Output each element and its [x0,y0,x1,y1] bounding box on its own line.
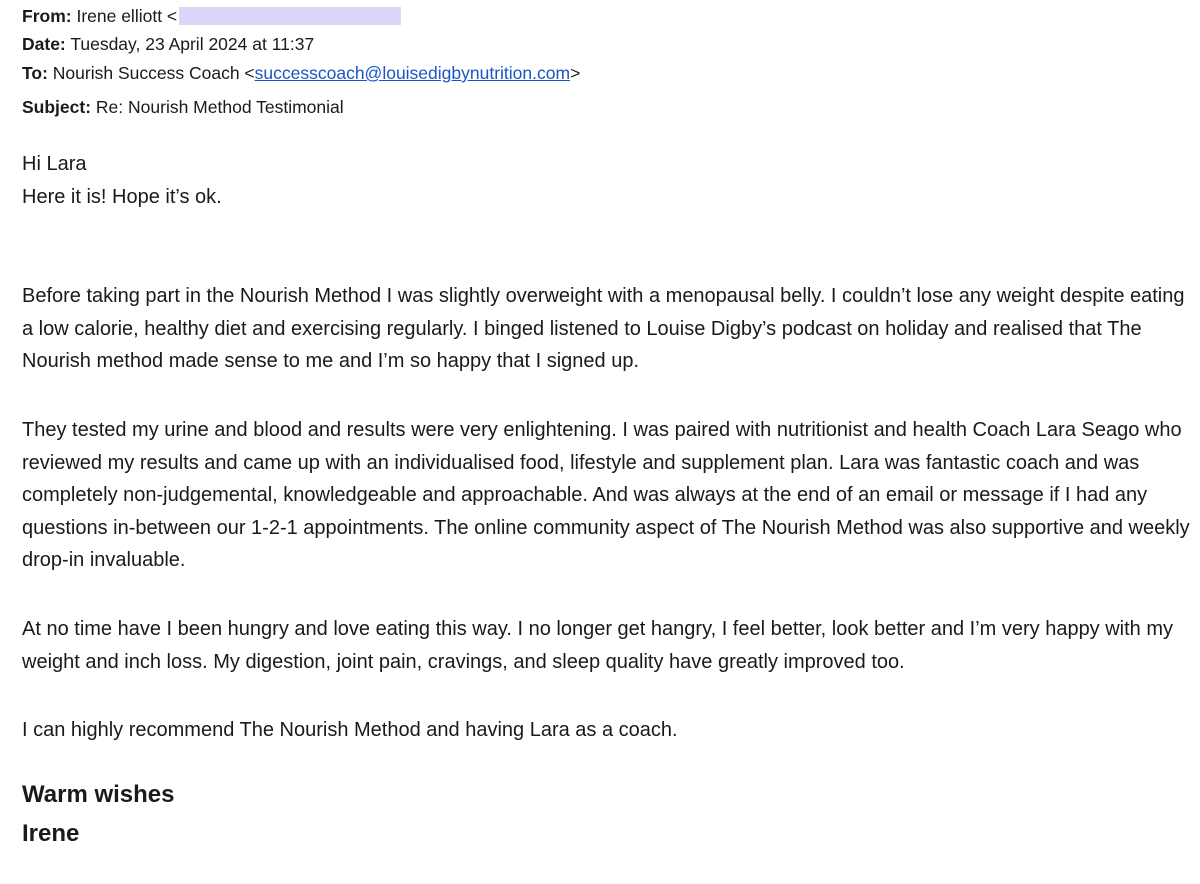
to-line [22,63,580,83]
paragraph: I can highly recommend The Nourish Method and having Lara as a coach. [22,719,678,741]
to-email-link[interactable]: successcoach@louisedigbynutrition.com [254,63,571,83]
redacted-email-block [179,7,401,25]
to-close-bracket: > [570,63,581,83]
from-name: Irene elliott < [76,6,178,26]
paragraph: They tested my urine and blood and results were very enlightening. I was paired with nutritionist and health Coach Lara Seago who reviewed my results and came up with an individualised food, lifestyle and supplement plan. Lara was fantastic coach and was completely non-judgemental, knowledgeable and approachable. And was always at the end of an email or message if I had any questions in-between our 1-2-1 appointments. The online community aspect of The Nourish Method was also supportive and weekly drop-in invaluable. [22,419,1190,571]
subject-value: Re: Nourish Method Testimonial [95,97,344,117]
date-label: Date: [22,34,66,54]
paragraph: At no time have I been hungry and love eating this way. I no longer get hangry, I feel better, look better and I’m very happy with my weight and inch loss. My digestion, joint pain, cravings, and sleep quality have greatly improved too. [22,618,1174,673]
from-label: From: [22,6,72,26]
paragraph: Before taking part in the Nourish Method I was slightly overweight with a menopausal belly. I couldn’t lose any weight despite eating a low calorie, healthy diet and exercising regularly. I binged listened to Louise Digby’s podcast on holiday and realised that The Nourish method made sense to me and I’m so happy that I signed up. [22,285,1185,372]
signature-name: Irene [22,820,80,847]
intro-line: Here it is! Hope it’s ok. [22,186,222,208]
from-line [22,6,401,26]
greeting: Hi Lara [22,153,87,175]
date-line [22,34,314,54]
to-name: Nourish Success Coach < [52,63,255,83]
subject-line [22,97,344,117]
date-value: Tuesday, 23 April 2024 at 11:37 [70,34,315,54]
signature-closing: Warm wishes [22,781,175,808]
to-label: To: [22,63,48,83]
subject-label: Subject: [22,97,92,117]
